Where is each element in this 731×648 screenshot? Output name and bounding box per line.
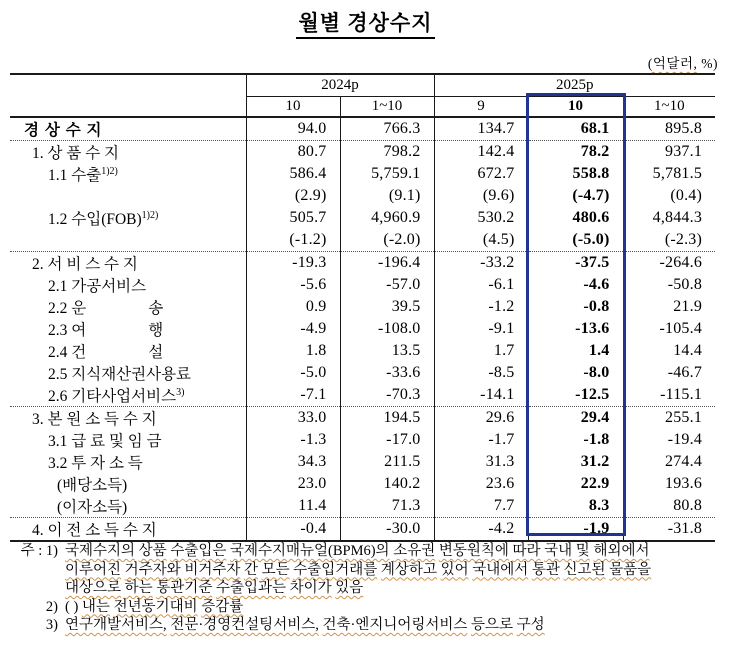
- cell-value: -4.9: [246, 318, 340, 340]
- footnote-item: [8, 598, 724, 617]
- row-label: 1.1 수출: [48, 167, 102, 184]
- cell-value: (4.5): [434, 229, 528, 252]
- cell-value: 766.3: [340, 117, 434, 141]
- cell-value: 255.1: [623, 407, 715, 430]
- cell-value-highlighted: -1.9: [528, 518, 623, 542]
- cell-value-highlighted: -13.6: [528, 318, 623, 340]
- cell-value-highlighted: (-4.7): [528, 185, 623, 207]
- cell-value: (-2.3): [664, 231, 703, 248]
- cell-value-highlighted: -12.5: [528, 384, 623, 407]
- cell-value-highlighted: 1.4: [528, 340, 623, 362]
- row-label: 1. 상 품 수 지: [32, 145, 120, 162]
- cell-value: -19.4: [667, 431, 703, 448]
- cell-value: 31.3: [434, 451, 528, 473]
- cell-value-highlighted: 31.2: [528, 451, 623, 473]
- col-header-2024-1to10: 1~10: [340, 97, 434, 118]
- cell-value: 39.5: [340, 296, 434, 318]
- footnote-item: [8, 542, 724, 598]
- table-row: [10, 141, 715, 164]
- cell-value: 798.2: [340, 141, 434, 164]
- row-label: (이자소득): [57, 499, 128, 516]
- cell-value: -57.0: [340, 274, 434, 296]
- cell-value-highlighted: 29.4: [528, 407, 623, 430]
- cell-value: -46.7: [667, 364, 703, 381]
- col-header-2025-10: 10: [528, 97, 623, 118]
- monthly-current-account-table: [10, 73, 715, 542]
- table-row: [10, 229, 715, 252]
- table-row: [10, 207, 715, 229]
- cell-value: 23.6: [434, 473, 528, 495]
- cell-value: -17.0: [340, 429, 434, 451]
- unit-label: (억달러, %): [647, 56, 718, 71]
- table-row: [10, 362, 715, 384]
- cell-value-highlighted: -8.0: [528, 362, 623, 384]
- row-label: 4. 이 전 소 득 수 지: [32, 522, 157, 539]
- row-label: 3.2 투 자 소 득: [48, 455, 143, 472]
- cell-value-highlighted: -37.5: [528, 252, 623, 275]
- cell-value: -196.4: [340, 252, 434, 275]
- page-title: [0, 7, 731, 37]
- cell-value: -1.3: [246, 429, 340, 451]
- row-label-header-spacer: [10, 74, 246, 117]
- cell-value: 21.9: [673, 298, 703, 315]
- cell-value: (2.9): [246, 185, 340, 207]
- table-row: [10, 429, 715, 451]
- balance-table: [10, 73, 715, 542]
- cell-value: 71.3: [340, 495, 434, 518]
- cell-value: 5,759.1: [340, 163, 434, 185]
- table-row: [10, 407, 715, 430]
- table-row: [10, 473, 715, 495]
- footnote-ref: 1)2): [141, 210, 159, 221]
- cell-value-highlighted: 480.6: [528, 207, 623, 229]
- cell-value: 672.7: [434, 163, 528, 185]
- footnote-marker: 주 : 1): [20, 543, 58, 559]
- cell-value: 1.7: [434, 340, 528, 362]
- footnote-marker: 3): [45, 617, 58, 633]
- row-label: (배당소득): [57, 477, 128, 494]
- cell-value: (0.4): [670, 187, 703, 204]
- cell-value: 140.2: [340, 473, 434, 495]
- cell-value-highlighted: 68.1: [528, 117, 623, 141]
- row-label: 2.4 건 설: [48, 344, 164, 361]
- row-label: 경 상 수 지: [24, 122, 103, 139]
- table-row: [10, 340, 715, 362]
- cell-value: -19.3: [246, 252, 340, 275]
- table-row: [10, 318, 715, 340]
- page-title-text: 월별 경상수지: [296, 11, 436, 39]
- row-label: 2.1 가공서비스: [48, 278, 147, 295]
- cell-value: -33.6: [340, 362, 434, 384]
- cell-value: -264.6: [623, 252, 715, 275]
- cell-value: 80.8: [673, 497, 703, 514]
- cell-value-highlighted: 78.2: [528, 141, 623, 164]
- cell-value: -4.2: [434, 518, 528, 542]
- col-header-2025-1to10: 1~10: [623, 97, 715, 118]
- cell-value: -105.4: [659, 320, 703, 337]
- cell-value: 80.7: [246, 141, 340, 164]
- row-label: 2.3 여 행: [48, 322, 164, 339]
- table-row: [10, 117, 715, 141]
- cell-value: -5.6: [246, 274, 340, 296]
- header-row-groups: [10, 74, 715, 97]
- cell-value: -30.0: [340, 518, 434, 542]
- col-group-2024p: 2024p: [246, 74, 434, 97]
- cell-value: 11.4: [246, 495, 340, 518]
- cell-value: -108.0: [340, 318, 434, 340]
- footnote-text: ( ) 내는 전년동기대비 증감률: [65, 598, 244, 615]
- cell-value: -31.8: [623, 518, 715, 542]
- cell-value-highlighted: 8.3: [528, 495, 623, 518]
- table-row: [10, 252, 715, 275]
- row-label: 2.6 기타사업서비스: [48, 388, 177, 405]
- cell-value-highlighted: 558.8: [528, 163, 623, 185]
- cell-value: -0.4: [246, 518, 340, 542]
- table-row: [10, 296, 715, 318]
- table-row: [10, 384, 715, 407]
- cell-value: 94.0: [246, 117, 340, 141]
- row-label: 3. 본 원 소 득 수 지: [32, 411, 157, 428]
- cell-value: 1.8: [246, 340, 340, 362]
- table-row: [10, 163, 715, 185]
- cell-value: 211.5: [340, 451, 434, 473]
- cell-value: 4,960.9: [340, 207, 434, 229]
- cell-value: -5.0: [246, 362, 340, 384]
- cell-value: -50.8: [667, 276, 703, 293]
- cell-value-highlighted: -4.6: [528, 274, 623, 296]
- footnote-item: [8, 616, 724, 635]
- table-row: [10, 451, 715, 473]
- cell-value: -33.2: [434, 252, 528, 275]
- cell-value: 937.1: [623, 141, 715, 164]
- cell-value: 505.7: [246, 207, 340, 229]
- cell-value: (-1.2): [246, 229, 340, 252]
- cell-value: 33.0: [246, 407, 340, 430]
- cell-value: -9.1: [434, 318, 528, 340]
- cell-value-highlighted: -0.8: [528, 296, 623, 318]
- row-label: 1.2 수입(FOB): [48, 211, 142, 228]
- col-header-2025-9: 9: [434, 97, 528, 118]
- cell-value: (9.6): [434, 185, 528, 207]
- cell-value: -7.1: [246, 384, 340, 407]
- cell-value: 142.4: [434, 141, 528, 164]
- cell-value: 14.4: [673, 342, 703, 359]
- cell-value-highlighted: (-5.0): [528, 229, 623, 252]
- cell-value: 23.0: [246, 473, 340, 495]
- cell-value: -14.1: [434, 384, 528, 407]
- row-label: 2. 서 비 스 수 지: [32, 256, 138, 273]
- row-label: 2.2 운 송: [48, 300, 164, 317]
- cell-value: (-2.0): [340, 229, 434, 252]
- cell-value: 274.4: [665, 453, 703, 470]
- cell-value: 7.7: [434, 495, 528, 518]
- col-group-2025p: 2025p: [434, 74, 715, 97]
- cell-value: 5,781.5: [652, 165, 703, 182]
- cell-value: -115.1: [660, 386, 703, 403]
- cell-value: 193.6: [665, 475, 703, 492]
- cell-value: 29.6: [434, 407, 528, 430]
- cell-value: 4,844.3: [652, 209, 703, 226]
- col-header-2024-10: 10: [246, 97, 340, 118]
- footnote-text: 국제수지의 상품 수출입은 국제수지매뉴얼(BPM6)의 소유권 변동원칙에 따라 국내 및 해외에서 이루어진 거주자와 비거주자 간 모든 수출입거래를 계상하고 있어 국내에서 통관 신고된 물품을 대상으로 하는 통관기준 수출입과는 차이가 있음: [65, 543, 652, 596]
- cell-value: 194.5: [340, 407, 434, 430]
- cell-value-highlighted: -1.8: [528, 429, 623, 451]
- row-label: 3.1 급 료 및 임 금: [48, 433, 162, 450]
- cell-value: 530.2: [434, 207, 528, 229]
- footnote-marker: 2): [45, 598, 58, 615]
- table-row: [10, 274, 715, 296]
- table-row: [10, 495, 715, 518]
- footnote-text: 연구개발서비스, 전문·경영컨설팅서비스, 건축·엔지니어링서비스 등으로 구성: [65, 617, 545, 633]
- cell-value: -1.7: [434, 429, 528, 451]
- cell-value: 586.4: [246, 163, 340, 185]
- footnote-ref: 1)2): [101, 166, 118, 177]
- footnotes: [8, 542, 724, 635]
- cell-value-highlighted: 22.9: [528, 473, 623, 495]
- cell-value: 895.8: [665, 120, 703, 137]
- table-row: [10, 185, 715, 207]
- cell-value: 34.3: [246, 451, 340, 473]
- footnote-ref: 3): [176, 387, 185, 398]
- cell-value: 0.9: [246, 296, 340, 318]
- row-label: 2.5 지식재산권사용료: [48, 366, 192, 383]
- cell-value: -6.1: [434, 274, 528, 296]
- cell-value: 134.7: [434, 117, 528, 141]
- table-row: [10, 518, 715, 542]
- cell-value: -8.5: [434, 362, 528, 384]
- cell-value: (9.1): [340, 185, 434, 207]
- cell-value: -70.3: [340, 384, 434, 407]
- cell-value: 13.5: [340, 340, 434, 362]
- cell-value: -1.2: [434, 296, 528, 318]
